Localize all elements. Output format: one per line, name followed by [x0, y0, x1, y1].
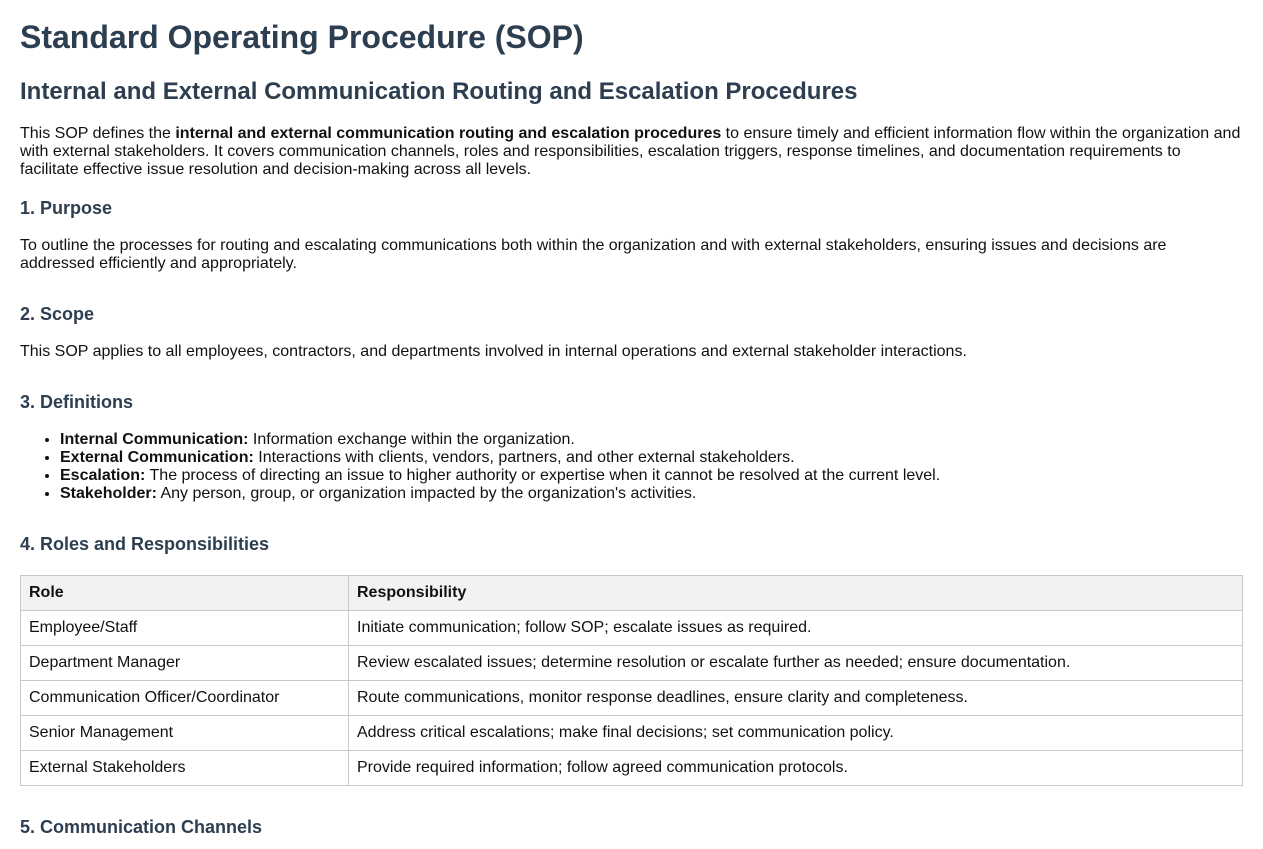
intro-text-after: to ensure timely and efficient information flow within the organization and with external stakeholders. It covers communication channels, roles and responsibilities, escalation triggers, response timelines, and documentation requirements to facilitate effective issue resolution and decision-making across all levels. [20, 125, 1241, 178]
section-scope [20, 304, 1243, 361]
definition-desc: Interactions with clients, vendors, partners, and other external stakeholders. [253, 449, 795, 466]
intro-text-bold: internal and external communication routing and escalation procedures [175, 125, 722, 142]
definition-term: External Communication: [60, 449, 254, 466]
definition-item [60, 431, 1243, 449]
definition-item [60, 449, 1243, 467]
role-cell: Communication Officer/Coordinator [21, 681, 349, 716]
responsibility-cell: Initiate communication; follow SOP; escalate issues as required. [349, 611, 1243, 646]
responsibility-cell: Route communications, monitor response deadlines, ensure clarity and completeness. [349, 681, 1243, 716]
section-purpose [20, 198, 1243, 273]
table-row [21, 681, 1243, 716]
section-heading-channels: 5. Communication Channels [20, 817, 263, 837]
table-row [21, 646, 1243, 681]
column-header-role: Role [21, 576, 349, 611]
responsibility-cell: Provide required information; follow agreed communication protocols. [349, 751, 1243, 786]
definition-desc: Any person, group, or organization impacted by the organization's activities. [156, 485, 697, 502]
responsibility-cell: Address critical escalations; make final decisions; set communication policy. [349, 716, 1243, 751]
purpose-text: To outline the processes for routing and escalating communications both within the organization and with external stakeholders, ensuring issues and decisions are addressed efficiently and appropriately. [20, 237, 1167, 272]
table-header-row [21, 576, 1243, 611]
intro-text-before: This SOP defines the [20, 125, 176, 142]
role-cell: Senior Management [21, 716, 349, 751]
definition-term: Escalation: [60, 467, 146, 484]
definition-term: Stakeholder: [60, 485, 157, 502]
intro-paragraph [20, 125, 1243, 179]
definition-desc: Information exchange within the organization. [248, 431, 575, 448]
section-roles [20, 534, 1243, 786]
scope-text: This SOP applies to all employees, contractors, and departments involved in internal operations and external stakeholder interactions. [20, 343, 967, 360]
section-channels [20, 817, 1243, 838]
section-heading-definitions: 3. Definitions [20, 392, 134, 412]
definition-item [60, 467, 1243, 485]
section-definitions [20, 392, 1243, 503]
section-heading-purpose: 1. Purpose [20, 198, 113, 218]
section-heading-scope: 2. Scope [20, 304, 95, 324]
page-subtitle: Internal and External Communication Routing and Escalation Procedures [20, 78, 858, 105]
definition-term: Internal Communication: [60, 431, 249, 448]
role-cell: External Stakeholders [21, 751, 349, 786]
responsibility-cell: Review escalated issues; determine resolution or escalate further as needed; ensure documentation. [349, 646, 1243, 681]
table-row [21, 611, 1243, 646]
role-cell: Department Manager [21, 646, 349, 681]
page-title: Standard Operating Procedure (SOP) [20, 19, 584, 55]
role-cell: Employee/Staff [21, 611, 349, 646]
roles-table [20, 575, 1243, 786]
table-row [21, 751, 1243, 786]
definitions-list [20, 431, 1243, 503]
column-header-responsibility: Responsibility [349, 576, 1243, 611]
definition-item [60, 485, 1243, 503]
definition-desc: The process of directing an issue to higher authority or expertise when it cannot be resolved at the current level. [145, 467, 941, 484]
section-heading-roles: 4. Roles and Responsibilities [20, 534, 270, 554]
table-row [21, 716, 1243, 751]
